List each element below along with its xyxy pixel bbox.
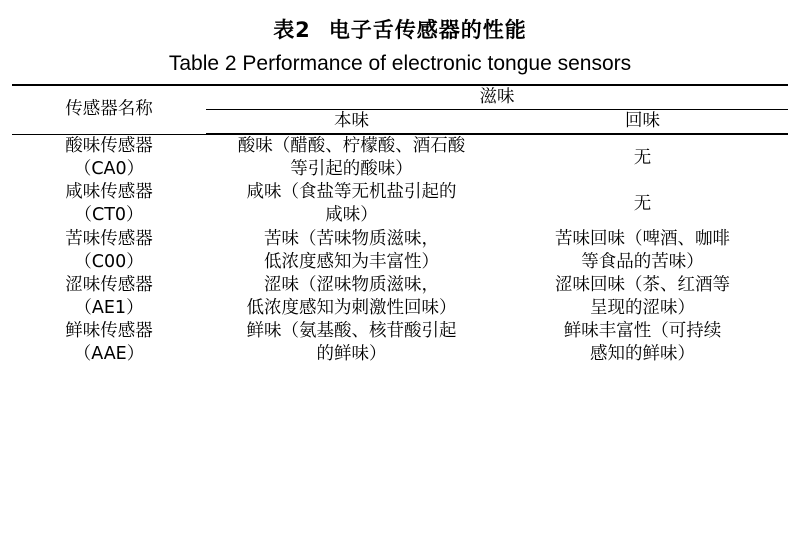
cell-sensor-name [12,228,206,274]
cell-after-taste [497,274,788,320]
header-after-taste: 回味 [497,110,788,135]
sensor-code-line: （C00） [74,251,144,272]
cell-basic-taste [206,320,497,366]
basic-taste-line: 等引起的酸味） [290,159,413,180]
sensor-performance-table [12,84,788,366]
header-basic-taste: 本味 [206,110,497,135]
cell-basic-taste [206,134,497,181]
table-row [12,228,788,274]
basic-taste-line: 酸味（醋酸、柠檬酸、酒石酸 [237,136,466,157]
cell-basic-taste [206,181,497,227]
table-title-cn-text: 电子舌传感器的性能 [328,18,527,42]
cell-after-taste [497,181,788,227]
cell-sensor-name [12,274,206,320]
basic-taste-line: 低浓度感知为刺激性回味） [246,297,457,318]
table-number: 表2 [273,18,311,42]
sensor-code-line: （AAE） [73,344,145,365]
table-row [12,320,788,366]
sensor-code-line: （CA0） [73,159,145,180]
cell-basic-taste [206,228,497,274]
cell-sensor-name [12,320,206,366]
cell-sensor-name [12,181,206,227]
sensor-name-line: 鲜味传感器 [65,320,153,341]
sensor-name-line: 咸味传感器 [65,182,153,203]
after-taste-line: 呈现的涩味） [590,297,695,318]
cell-sensor-name [12,134,206,181]
cell-basic-taste [206,274,497,320]
basic-taste-line: 鲜味（氨基酸、核苷酸引起 [246,320,457,341]
basic-taste-line: 咸味（食盐等无机盐引起的 [246,182,457,203]
basic-taste-line: 低浓度感知为丰富性） [264,251,439,272]
cell-after-taste [497,228,788,274]
sensor-code-line: （CT0） [74,205,144,226]
header-sensor-name: 传感器名称 [12,85,206,134]
sensor-name-line: 酸味传感器 [65,135,153,156]
table-title-chinese [12,14,788,44]
after-taste-line: 鲜味丰富性（可持续 [563,320,722,341]
table-title-english: Table 2 Performance of electronic tongue sensors [168,52,632,75]
table-row [12,274,788,320]
cell-after-taste [497,320,788,366]
header-taste-group: 滋味 [206,85,788,110]
after-taste-line: 等食品的苦味） [581,251,704,272]
sensor-name-line: 涩味传感器 [65,274,153,295]
after-taste-line: 无 [633,193,652,214]
after-taste-line: 苦味回味（啤酒、咖啡 [555,228,730,249]
sensor-name-line: 苦味传感器 [65,228,153,249]
basic-taste-line: 苦味（苦味物质滋味， [264,228,439,249]
cell-after-taste [497,134,788,181]
basic-taste-line: 咸味） [325,205,378,226]
sensor-code-line: （AE1） [74,297,144,318]
after-taste-line: 感知的鲜味） [590,344,695,365]
table-row [12,134,788,181]
basic-taste-line: 的鲜味） [316,344,387,365]
table-row [12,181,788,227]
basic-taste-line: 涩味（涩味物质滋味， [264,274,439,295]
table-header-row-group [12,85,788,110]
after-taste-line: 无 [633,147,652,168]
after-taste-line: 涩味回味（茶、红酒等 [555,274,730,295]
